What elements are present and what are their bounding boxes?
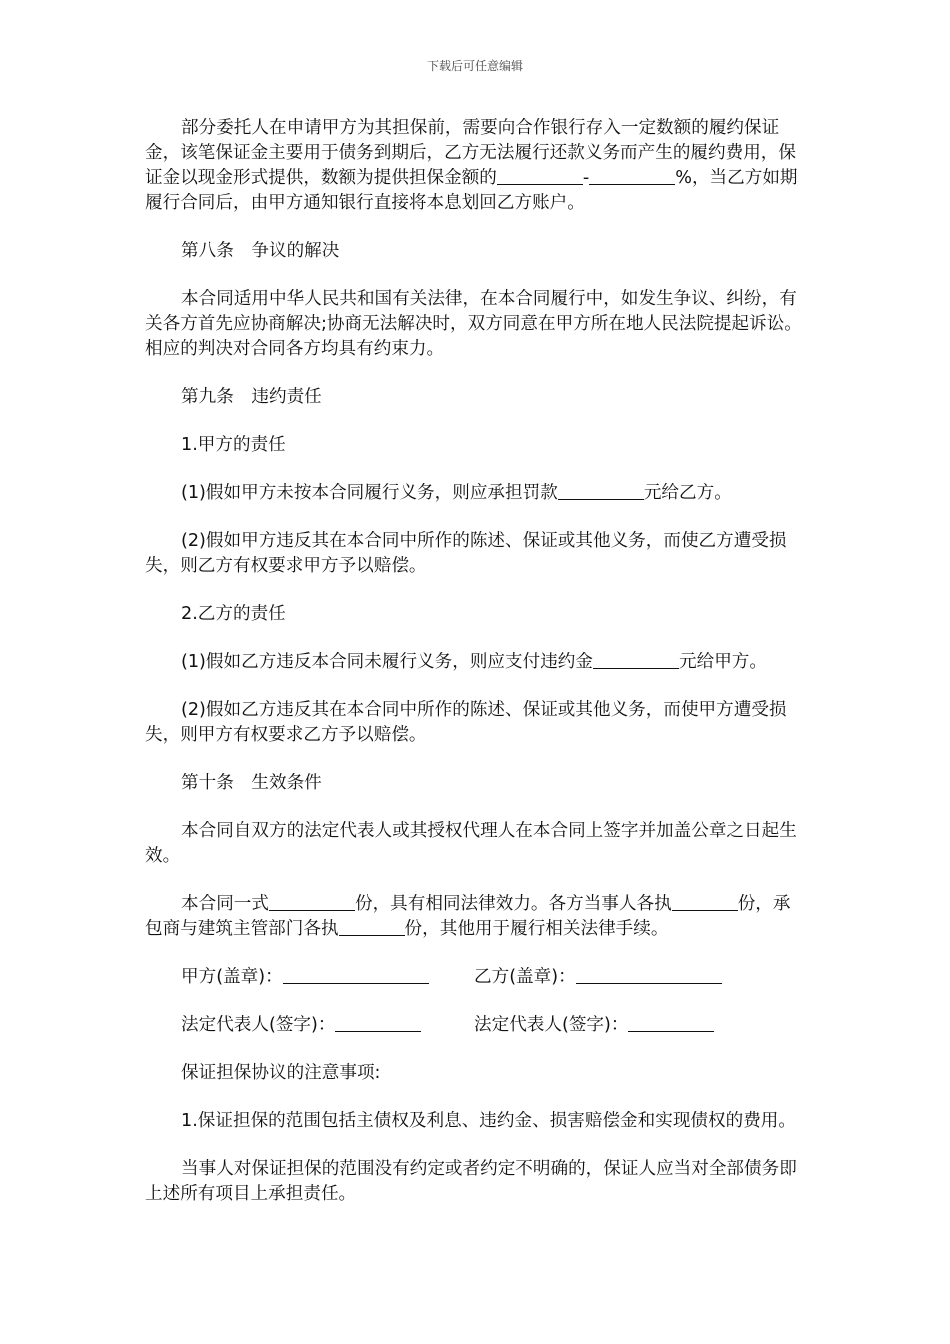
party-a-rep-blank: [335, 1013, 421, 1032]
representative-row: [145, 1013, 803, 1038]
copies-each-party-blank: [672, 892, 738, 911]
dispute-paragraph: 本合同适用中华人民共和国有关法律，在本合同履行中，如发生争议、纠纷，有关各方首先应协商解决;协商无法解决时，双方同意在甲方所在地人民法院提起诉讼。相应的判决对合同各方均具有约束力。: [145, 289, 802, 359]
party-b-seal-label: 乙方(盖章)：: [474, 967, 576, 987]
party-a-seal-label: 甲方(盖章)：: [181, 967, 283, 987]
penalty-amount-blank: [558, 481, 644, 500]
party-b-penalty-text: (1)假如乙方违反本合同未履行义务，则应支付违约金: [181, 652, 593, 672]
deposit-text: 部分委托人在申请甲方为其担保前，需要向合作银行存入一定数额的履约保证金，该笔保证金主要用于债务到期后，乙方无法履行还款义务而产生的履约费用，保证金以现金形式提供，数额为提供担保金额的: [145, 118, 796, 188]
copies-text-2: 份，具有相同法律效力。各方当事人各执: [354, 894, 672, 914]
party-b-seal: [474, 965, 722, 990]
liquidated-damages-blank: [593, 650, 679, 669]
party-a-liability-heading: 1.甲方的责任: [181, 435, 286, 455]
party-a-representative: [181, 1013, 474, 1038]
deposit-paragraph: [145, 116, 803, 216]
party-a-penalty-paragraph: [145, 481, 803, 506]
party-b-liability-heading: 2.乙方的责任: [181, 604, 286, 624]
party-a-seal: [181, 965, 474, 990]
party-b-rep-blank: [628, 1013, 714, 1032]
party-a-penalty-text-end: 元给乙方。: [643, 483, 732, 503]
deposit-max-blank: [589, 166, 675, 185]
copies-text-4: 份，其他用于履行相关法律手续。: [404, 919, 669, 939]
note-2: 当事人对保证担保的范围没有约定或者约定不明确的，保证人应当对全部债务即上述所有项目上承担责任。: [145, 1159, 797, 1204]
effective-paragraph: 本合同自双方的法定代表人或其授权代理人在本合同上签字并加盖公章之日起生效。: [145, 821, 797, 866]
notes-title: 保证担保协议的注意事项:: [181, 1063, 381, 1083]
document-body: [145, 116, 803, 1207]
party-b-penalty-paragraph: [145, 650, 803, 675]
party-b-rep-label: 法定代表人(签字)：: [474, 1015, 629, 1035]
copies-total-blank: [269, 892, 355, 911]
party-b-representative: [474, 1013, 714, 1038]
article-9-heading: 第九条 违约责任: [181, 387, 322, 407]
party-a-compensation-paragraph: (2)假如甲方违反其在本合同中所作的陈述、保证或其他义务，而使乙方遭受损失，则乙方有权要求甲方予以赔偿。: [145, 531, 787, 576]
deposit-dash: -: [582, 168, 590, 188]
party-b-compensation-paragraph: (2)假如乙方违反其在本合同中所作的陈述、保证或其他义务，而使甲方遭受损失，则甲方有权要求乙方予以赔偿。: [145, 700, 787, 745]
party-a-penalty-text: (1)假如甲方未按本合同履行义务，则应承担罚款: [181, 483, 558, 503]
party-b-seal-blank: [576, 965, 722, 984]
page-header: 下载后可任意编辑: [426, 59, 523, 73]
copies-text-1: 本合同一式: [181, 894, 269, 914]
party-b-penalty-text-end: 元给甲方。: [679, 652, 767, 672]
deposit-text-end: %，当乙方如期履行合同后，由甲方通知银行直接将本息划回乙方账户。: [145, 168, 798, 213]
copies-authority-blank: [339, 917, 405, 936]
seal-row: [145, 965, 803, 990]
copies-text-3: 份，承包商与建筑主管部门各执: [145, 894, 791, 939]
deposit-min-blank: [497, 166, 583, 185]
party-a-seal-blank: [283, 965, 429, 984]
article-8-heading: 第八条 争议的解决: [181, 241, 340, 261]
copies-paragraph: [145, 892, 803, 942]
party-a-rep-label: 法定代表人(签字)：: [181, 1015, 336, 1035]
article-10-heading: 第十条 生效条件: [181, 773, 322, 793]
note-1: 1.保证担保的范围包括主债权及利息、违约金、损害赔偿金和实现债权的费用。: [181, 1111, 796, 1131]
